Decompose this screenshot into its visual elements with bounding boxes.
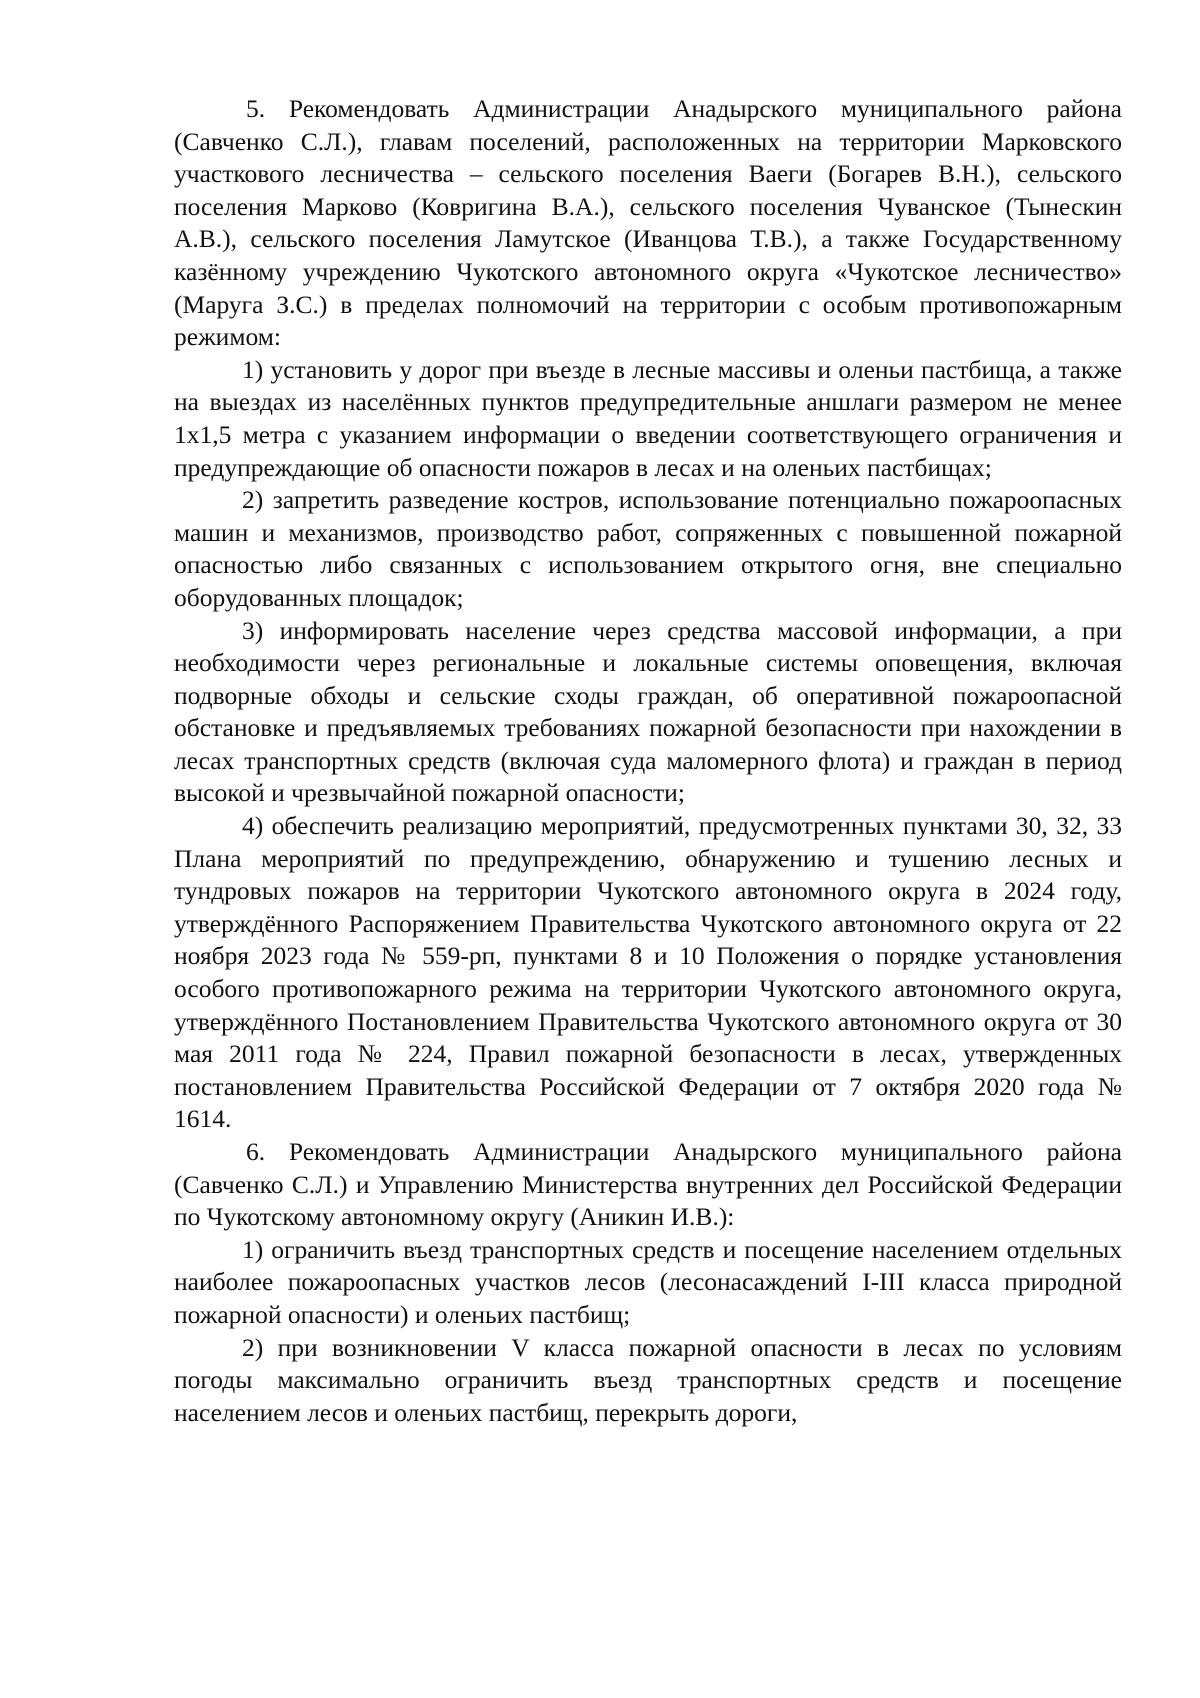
paragraph-item-5-3: 3) информировать население через средства массовой информации, а при необходимости через региональные и локальные системы оповещения, включая подворные обходы и сельские сходы граждан, об оперативной пожароопасной обстановке и предъявляемых требованиях пожарной безопасности при нахождении в лесах транспортных средств (включая суда маломерного флота) и граждан в период высокой и чрезвычайной пожарной опасности; (174, 615, 1122, 808)
paragraph-item-6-1: 1) ограничить въезд транспортных средств и посещение населением отдельных наиболее пожароопасных участков лесов (лесонасаждений I-III класса природной пожарной опасности) и оленьих пастбищ; (174, 1234, 1122, 1329)
paragraph-item-6: 6. Рекомендовать Администрации Анадырского муниципального района (Савченко С.Л.) и Управлению Министерства внутренних дел Российской Федерации по Чукотскому автономному округу (Аникин И.В.): (174, 1137, 1122, 1232)
paragraph-item-5-4: 4) обеспечить реализацию мероприятий, предусмотренных пунктами 30, 32, 33 Плана мероприятий по предупреждению, обнаружению и тушению лесных и тундровых пожаров на территории Чукотского автономного округа в 2024 году, утверждённого Распоряжением Правительства Чукотского автономного округа от 22 ноября 2023 года № 559-рп, пунктами 8 и 10 Положения о порядке установления особого противопожарного режима на территории Чукотского автономного округа, утверждённого Постановлением Правительства Чукотского автономного округа от 30 мая 2011 года № 224, Правил пожарной безопасности в лесах, утвержденных постановлением Правительства Российской Федерации от 7 октября 2020 года № 1614. (174, 811, 1122, 1134)
paragraph-item-6-2: 2) при возникновении V класса пожарной опасности в лесах по условиям погоды максимально ограничить въезд транспортных средств и посещение населением лесов и оленьих пастбищ, перекрыть дороги, (174, 1332, 1122, 1427)
document-page (174, 93, 1122, 1429)
paragraph-item-5-2: 2) запретить разведение костров, использование потенциально пожароопасных машин и механизмов, производство работ, сопряженных с повышенной пожарной опасностью либо связанных с использованием открытого огня, вне специально оборудованных площадок; (174, 485, 1122, 612)
paragraph-item-5: 5. Рекомендовать Администрации Анадырского муниципального района (Савченко С.Л.), главам поселений, расположенных на территории Марковского участкового лесничества – сельского поселения Ваеги (Богарев В.Н.), сельского поселения Марково (Ковригина В.А.), сельского поселения Чуванское (Тынескин А.В.), сельского поселения Ламутское (Иванцова Т.В.), а также Государственному казённому учреждению Чукотского автономного округа «Чукотское лесничество» (Маруга З.С.) в пределах полномочий на территории с особым противопожарным режимом: (174, 94, 1122, 352)
paragraph-item-5-1: 1) установить у дорог при въезде в лесные массивы и оленьи пастбища, а также на выездах из населённых пунктов предупредительные аншлаги размером не менее 1х1,5 метра с указанием информации о введении соответствующего ограничения и предупреждающие об опасности пожаров в лесах и на оленьих пастбищах; (174, 354, 1122, 482)
